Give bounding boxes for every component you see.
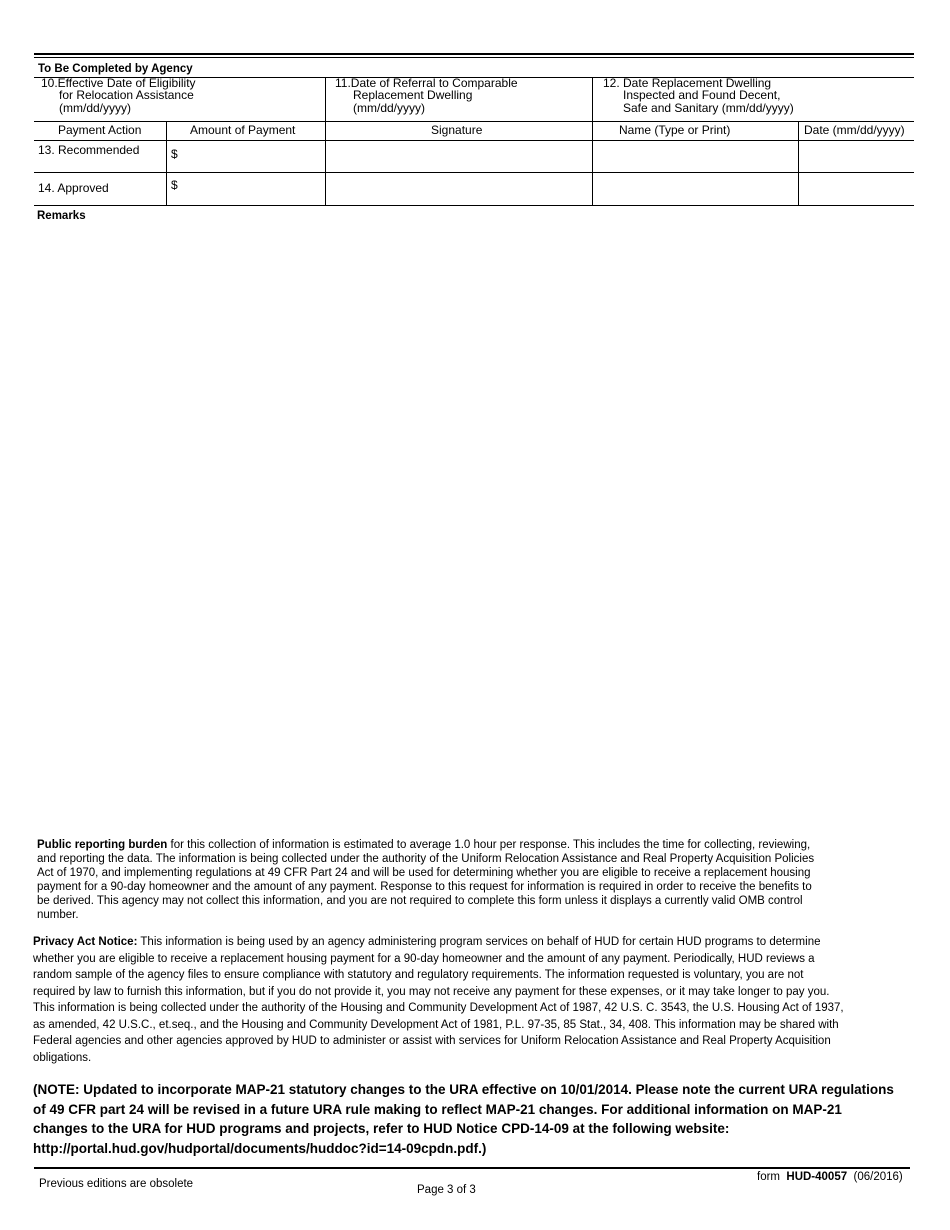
public-burden-line-5: be derived. This agency may not collect this information, and you are not required to complete this form unless it displays a currently valid OMB control (37, 895, 803, 907)
recommended-amount-field[interactable] (180, 141, 324, 172)
form-id (757, 1171, 903, 1184)
privacy-line-3: random sample of the agency files to ensure compliance with statutory and regulatory requirements. The information requested is voluntary, you are not (33, 969, 804, 981)
privacy-line-7: Federal agencies and other agencies approved by HUD to administer or assist with services for Uniform Relocation Assistance and Real Property Acquisition (33, 1035, 831, 1047)
public-burden-line-3: Act of 1970, and implementing regulations at 49 CFR Part 24 and will be used for determining whether you are eligible to receive a replacement housing (37, 867, 811, 879)
previous-editions-note: Previous editions are obsolete (39, 1178, 194, 1190)
privacy-line-6: as amended, 42 U.S.C., et.seq., and the Housing and Community Development Act of 1981, P.L. 97-35, 85 Stat., 34, 408. This information may be shared with (33, 1018, 839, 1031)
header-date: Date (mm/dd/yyyy) (804, 123, 905, 137)
public-burden-lead: Public reporting burden (37, 839, 168, 851)
footer-rule (34, 1167, 910, 1169)
form-number: HUD-40057 (786, 1171, 848, 1183)
inspection-date-label-line1: 12. Date Replacement Dwelling (603, 76, 772, 90)
privacy-line-8: obligations. (33, 1051, 92, 1064)
recommended-date-field[interactable] (799, 141, 913, 172)
header-amount: Amount of Payment (190, 123, 296, 137)
approved-date-field[interactable] (799, 173, 913, 204)
payment-table-col-divider-1 (166, 121, 167, 205)
header-name: Name (Type or Print) (619, 123, 731, 137)
top-rule-thin (34, 57, 914, 58)
inspection-date-label-line2: Inspected and Found Decent, (623, 88, 781, 102)
header-payment-action: Payment Action (58, 123, 142, 137)
privacy-line-1: This information is being used by an agency administering program services on behalf of HUD for certain HUD programs to determine (137, 936, 821, 948)
approved-amount-field[interactable] (180, 173, 324, 204)
inspection-date-label-line3: Safe and Sanitary (mm/dd/yyyy) (623, 101, 794, 115)
note-line-3: changes to the URA for HUD programs and projects, refer to HUD Notice CPD-14-09 at the following website: (33, 1121, 730, 1136)
public-burden-line-1: for this collection of information is estimated to average 1.0 hour per response. This includes the time for collecting, reviewing, (167, 839, 811, 851)
agency-section-title: To Be Completed by Agency (38, 63, 193, 75)
recommended-signature-field[interactable] (326, 141, 591, 172)
recommended-name-field[interactable] (593, 141, 797, 172)
header-signature: Signature (431, 123, 483, 137)
row-approved-label: 14. Approved (38, 181, 109, 195)
row-recommended-currency: $ (171, 147, 178, 161)
remarks-label: Remarks (37, 210, 86, 222)
row-recommended-label: 13. Recommended (38, 143, 140, 157)
public-burden-line-4: payment for a 90-day homeowner and the amount of any payment. Response to this request for information is required in order to receive the benefits to (37, 881, 812, 893)
note-line-1: (NOTE: Updated to incorporate MAP-21 statutory changes to the URA effective on 10/01/2014. Please note the current URA regulations (33, 1082, 894, 1097)
privacy-line-4: required by law to furnish this information, but if you do not provide it, you may not receive any payment for these expenses, or it may take longer to pay you. (33, 985, 830, 998)
page-number: Page 3 of 3 (417, 1184, 476, 1196)
public-burden-line-2: and reporting the data. The information is being collected under the authority of the Uniform Relocation Assistance and Real Property Acquisition Policies (37, 853, 815, 865)
privacy-act-notice (33, 934, 923, 1066)
privacy-line-5: This information is being collected under the authority of the Housing and Community Development Act of 1987, 42 U.S. C. 3543, the U.S. Housing Act of 1937, (33, 1002, 844, 1014)
form-date: (06/2016) (853, 1171, 903, 1183)
privacy-lead: Privacy Act Notice: (33, 936, 138, 948)
approved-name-field[interactable] (593, 173, 797, 204)
row-approved-currency: $ (171, 178, 178, 192)
referral-date-label-line3: (mm/dd/yyyy) (353, 101, 425, 115)
top-rule-thick (34, 53, 914, 55)
public-burden-notice (37, 838, 917, 922)
form-prefix: form (757, 1171, 780, 1183)
public-burden-line-6: number. (37, 909, 79, 921)
payment-table-bottom-rule (34, 205, 914, 206)
approved-signature-field[interactable] (326, 173, 591, 204)
eligibility-date-label-line2: for Relocation Assistance (59, 88, 194, 102)
privacy-line-2: whether you are eligible to receive a replacement housing payment for a 90-day homeowner and the amount of any payment. Periodically, HUD reviews a (33, 952, 815, 965)
referral-date-label-line1: 11.Date of Referral to Comparable (335, 76, 518, 90)
map21-note (33, 1080, 933, 1158)
referral-date-label-line2: Replacement Dwelling (353, 88, 473, 102)
eligibility-date-label-line1: 10.Effective Date of Eligibility (41, 76, 196, 90)
note-line-2: of 49 CFR part 24 will be revised in a future URA rule making to reflect MAP-21 changes. For additional information on MAP-21 (33, 1101, 842, 1117)
note-line-4: http://portal.hud.gov/hudportal/documents/huddoc?id=14-09cpdn.pdf.) (33, 1140, 487, 1156)
eligibility-date-label-line3: (mm/dd/yyyy) (59, 101, 131, 115)
remarks-field[interactable] (34, 226, 914, 826)
